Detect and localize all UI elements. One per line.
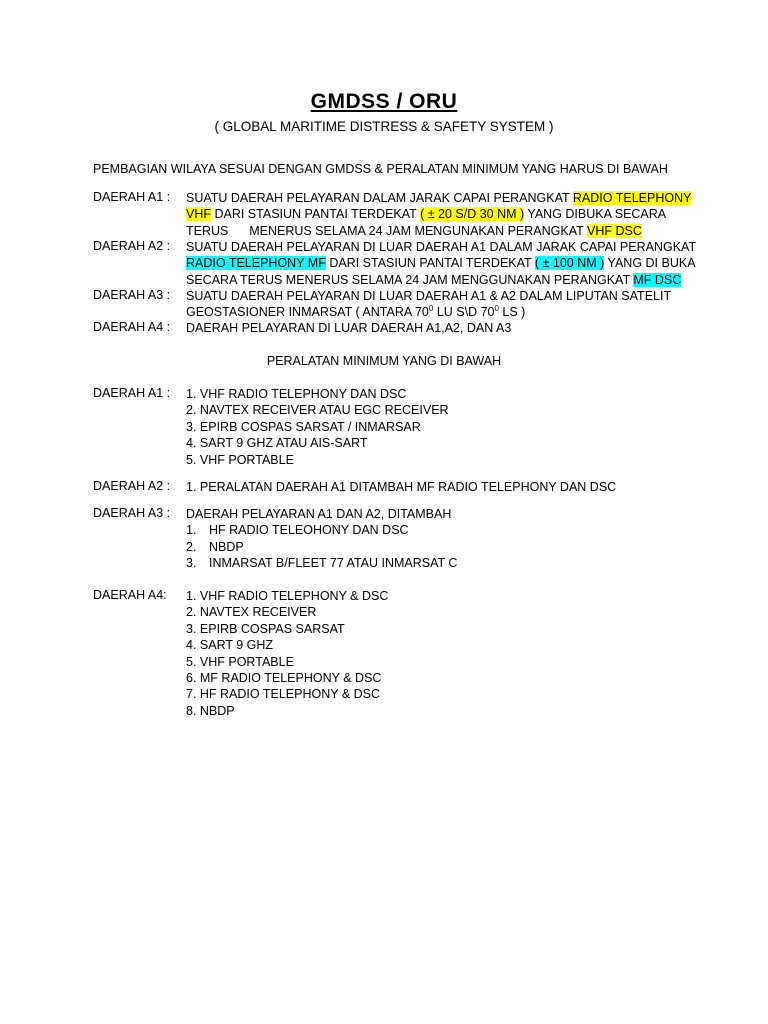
list-item: 2. NAVTEX RECEIVER ATAU EGC RECEIVER <box>186 403 449 418</box>
list-item: 6. MF RADIO TELEPHONY & DSC <box>186 670 382 685</box>
document-title: GMDSS / ORU <box>310 90 458 113</box>
area-label: DAERAH A2 : <box>93 479 171 493</box>
list-item: 1. VHF RADIO TELEPHONY & DSC <box>186 589 389 603</box>
list-item: 2. NBDP <box>186 539 244 554</box>
list-item: 1. HF RADIO TELEOHONY DAN DSC <box>186 523 409 538</box>
area-label: DAERAH A3 : <box>93 506 171 520</box>
list-item: 8. NBDP <box>186 703 235 718</box>
list-item: 7. HF RADIO TELEPHONY & DSC <box>186 687 381 702</box>
area-label: DAERAH A4: <box>93 588 167 602</box>
area-label: DAERAH A2 : <box>93 239 171 253</box>
area-label: DAERAH A1 : <box>93 386 171 400</box>
area-description: DAERAH PELAYARAN DI LUAR DAERAH A1,A2, DAN A3 <box>186 321 512 335</box>
area-description: SUATU DAERAH PELAYARAN DALAM JARAK CAPAI PERANGKAT RADIO TELEPHONY VHF DARI STASIUN PANTAI TERDEKAT ( ± 20 S/D 30 NM ) YANG DIBUKA SECARA TERUS MENERUS SELAMA 24 JAM MENGUNAKAN PERANGKAT VHF DSC <box>186 191 692 238</box>
equipment-list <box>186 479 686 495</box>
highlight: VHF <box>186 207 211 222</box>
highlight: RADIO TELEPHONY <box>572 191 692 205</box>
area-label: DAERAH A3 : <box>93 288 171 302</box>
equipment-heading: PERALATAN MINIMUM YANG DI BAWAH <box>266 354 502 368</box>
list-item: 1. PERALATAN DAERAH A1 DITAMBAH MF RADIO TELEPHONY DAN DSC <box>186 480 617 494</box>
highlight: RADIO TELEPHONY MF <box>186 256 326 271</box>
equipment-list <box>186 386 686 468</box>
area-description: SUATU DAERAH PELAYARAN DI LUAR DAERAH A1 & A2 DALAM LIPUTAN SATELIT GEOSTASIONER INMARSAT ( ANTARA $70^0$ LU S\D $70^0$ LS ) <box>186 289 672 320</box>
highlight: VHF DSC <box>587 223 642 238</box>
list-item: 4. SART 9 GHZ <box>186 638 274 653</box>
area-label: DAERAH A1 : <box>93 190 171 204</box>
area-label: DAERAH A4 : <box>93 320 171 334</box>
list-item: 3. INMARSAT B/FLEET 77 ATAU INMARSAT C <box>186 556 458 571</box>
highlight: ( ± 100 NM ) <box>534 256 605 271</box>
list-item: 4. SART 9 GHZ ATAU AIS-SART <box>186 436 368 451</box>
equipment-list: DAERAH PELAYARAN A1 DAN A2, DITAMBAH 1. HF RADIO TELEOHONY DAN DSC 2. NBDP 3. INMARSAT B/FLEET 77 ATAU INMARSAT C <box>186 506 686 572</box>
list-item: 2. NAVTEX RECEIVER <box>186 605 317 620</box>
list-item: 5. VHF PORTABLE <box>186 654 294 669</box>
list-item: 3. EPIRB COSPAS SARSAT / INMARSAR <box>186 419 421 434</box>
list-item: 5. VHF PORTABLE <box>186 452 294 467</box>
list-item: 3. EPIRB COSPAS SARSAT <box>186 621 345 636</box>
list-item: 1. VHF RADIO TELEPHONY DAN DSC <box>186 387 407 401</box>
highlight: ( ± 20 S/D 30 NM ) <box>420 207 525 222</box>
intro-paragraph: PEMBAGIAN WILAYA SESUAI DENGAN GMDSS & PERALATAN MINIMUM YANG HARUS DI BAWAH <box>93 162 668 176</box>
document-subtitle: ( GLOBAL MARITIME DISTRESS & SAFETY SYSTEM ) <box>214 119 554 134</box>
equipment-list <box>186 588 686 719</box>
highlight: MF DSC <box>633 272 682 287</box>
area-description: SUATU DAERAH PELAYARAN DI LUAR DAERAH A1 DALAM JARAK CAPAI PERANGKAT RADIO TELEPHONY MF DARI STASIUN PANTAI TERDEKAT ( ± 100 NM ) YANG DI BUKA SECARA TERUS MENERUS SELAMA 24 JAM MENGGUNAKAN PERANGKAT MF DSC <box>186 240 697 287</box>
